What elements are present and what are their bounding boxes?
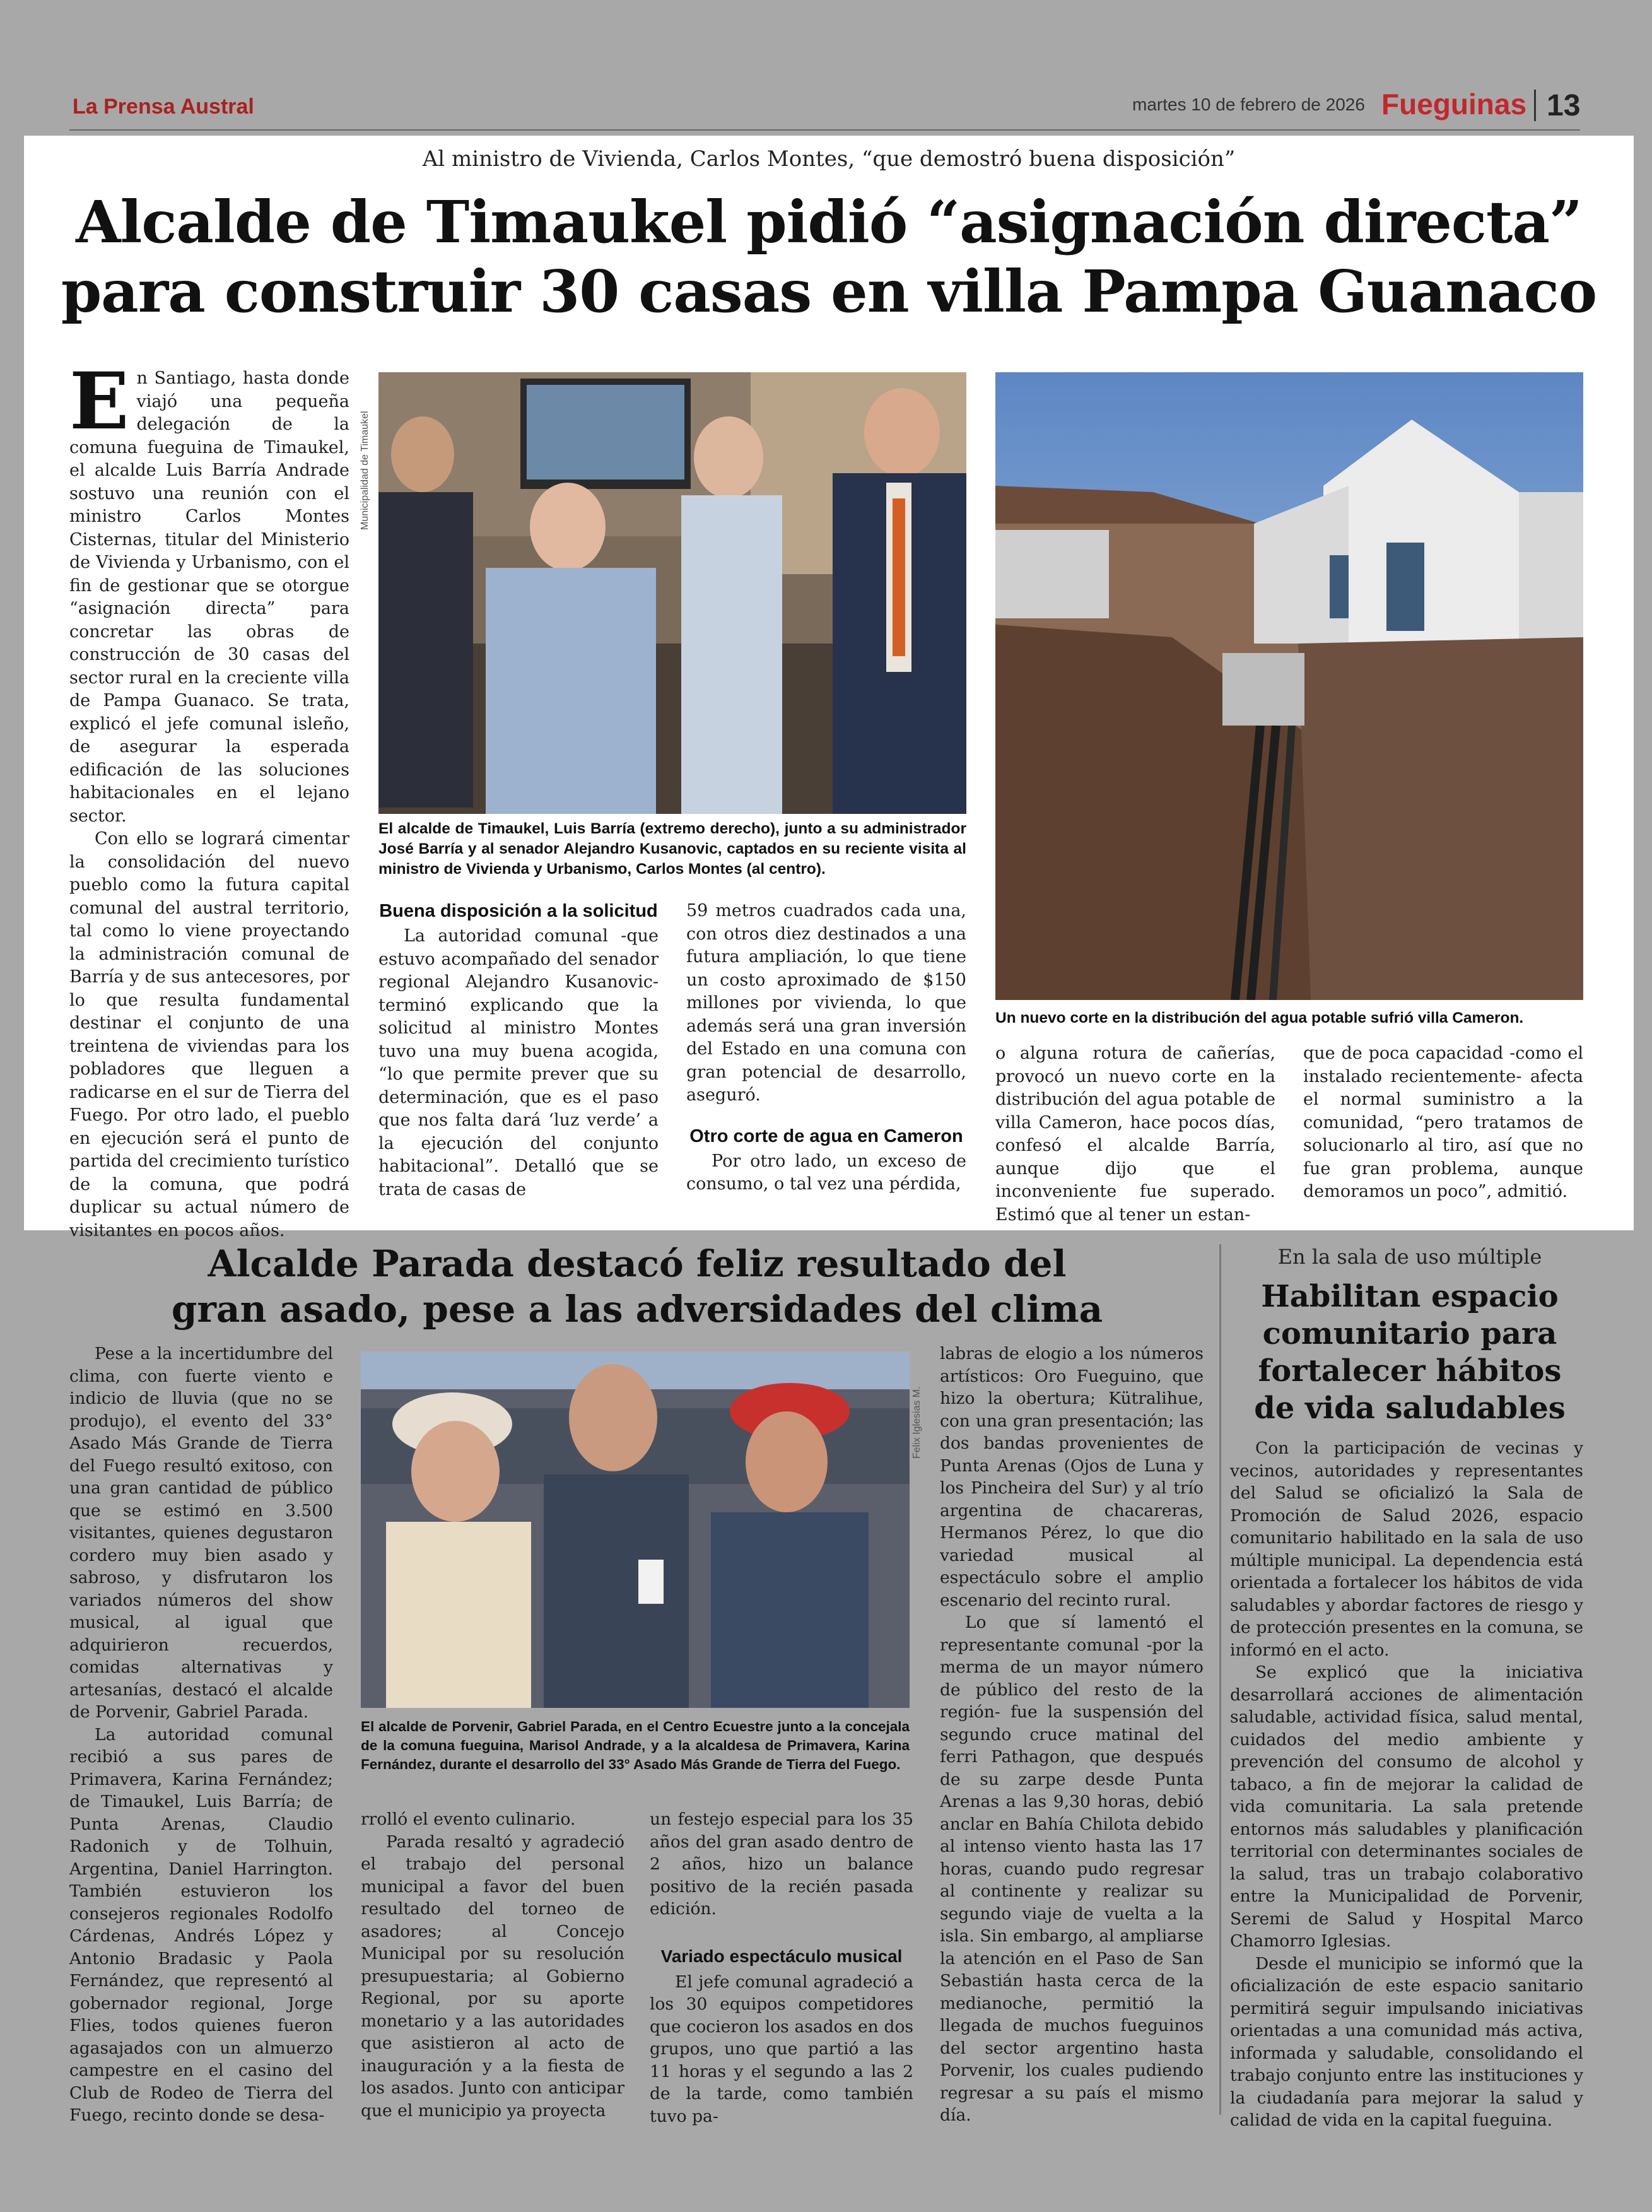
main-paragraph: Por otro lado, un exceso de consumo, o tal vez una pérdida, xyxy=(686,1151,966,1194)
main-paragraph: n Santiago, hasta donde viajó una pequeña delegación de la comuna fueguina de Timaukel, el alcalde Luis Barría Andrade sostuvo una reunión con el ministro Carlos Montes Cisternas, titular del Ministerio de Vivienda y Urbanismo, con el fin de gestionar que se otorgue “asignación directa” para concretar las obras de construcción de 30 casas del sector rural en la creciente villa de Pampa Guanaco. Se trata, explicó el jefe comunal isleño, de asegurar la esperada edificación de las soluciones habitacionales en el lejano sector. xyxy=(69,368,349,826)
main-paragraph: 59 metros cuadrados cada una, con otros diez destinados a una futura ampliación, lo que tiene un costo aproximado de $150 millones por vivienda, lo que además será una gran inversión del Estado en una comuna con gran potencial de desarrollo, aseguró. xyxy=(686,901,966,1105)
photo-credit: Felix Iglesias M. xyxy=(911,1386,922,1459)
photo-caption: El alcalde de Timaukel, Luis Barría (extremo derecho), junto a su administrador José Barría y al senador Alejandro Kusanovic, captados en su reciente visita al ministro de Vivienda y Urbanismo, Carlos Montes (al centro). xyxy=(378,820,966,878)
issue-date: martes 10 de febrero de 2026 xyxy=(1132,95,1365,114)
section-name: Fueguinas xyxy=(1381,88,1527,121)
main-paragraph: Con ello se logrará cimentar la consolidación del nuevo pueblo como la futura capital comunal del austral territorio, tal como lo viene proyectando la administración comunal de Barría y de sus antecesores, por lo que resulta fundamental destinar el conjunto de una treintena de viviendas para los pobladores que lleguen a radicarse en el sur de Tierra del Fuego. Por otro lado, el pueblo en ejecución será el punto de partida del crecimiento turístico de la comuna, que podrá duplicar su actual número de visitantes en pocos años. xyxy=(69,829,349,1240)
asado-paragraph: rrolló el evento culinario. xyxy=(361,1809,576,1829)
dropcap: E xyxy=(69,356,129,447)
asado-paragraph: un festejo especial para los 35 años del gran asado dentro de 2 años, hizo un balance positivo de la recién pasada edición. xyxy=(650,1809,913,1919)
water-pipes-photo xyxy=(995,372,1583,1000)
main-column-2 xyxy=(378,900,659,1201)
asado-paragraph: El jefe comunal agradeció a los 30 equipos competidores que cocieron los asados en dos grupos, uno que partió a las 11 horas y el segundo a las 2 de la tarde, como también tuvo pa- xyxy=(650,1972,913,2126)
salud-paragraph: Se explicó que la iniciativa desarrollará acciones de alimentación saludable, actividad física, salud mental, cuidados del medio ambiente y prevención del consumo de alcohol y tabaco, a fin de mejorar la calidad de vida comunitaria. La sala pretende entornos más saludables y planificación territorial con determinantes sociales de la salud, tras un trabajo colaborativo entre la Municipalidad de Porvenir, Seremi de Salud y Hospital Marco Chamorro Iglesias. xyxy=(1230,1662,1583,1951)
asado-photo xyxy=(361,1351,910,1708)
salud-headline-line: fortalecer hábitos xyxy=(1258,1353,1562,1389)
asado-column-1 xyxy=(69,1343,333,2127)
main-column-4 xyxy=(995,1042,1275,1227)
main-headline-line1: Alcalde de Timaukel pidió “asignación directa” xyxy=(76,188,1582,256)
main-paragraph: o alguna rotura de cañerías, provocó un nuevo corte en la distribución del agua potable de villa Cameron, hace pocos días, confesó el alcalde Barría, aunque dijo que el inconveniente fue superado. Estimó que al tener un estan- xyxy=(995,1044,1275,1225)
salud-headline xyxy=(1230,1278,1590,1427)
header-rule xyxy=(69,129,1580,131)
asado-paragraph: labras de elogio a los números artísticos: Oro Fueguino, que hizo la obertura; Kütralihue, con una gran presentación; las dos bandas provenientes de Punta Arenas (Ojos de Luna y los Pincheira del Sur) y al trío argentina de chacareras, Hermanos Pérez, lo que dio variedad musical al espectáculo sobre el amplio escenario del recinto rural. xyxy=(940,1344,1204,1610)
asado-column-2 xyxy=(361,1808,624,2122)
main-paragraph: que de poca capacidad -como el instalado recientemente- afecta el normal suministro a la comunidad, “pero tratamos de solucionarlo al tiro, así que no fue gran problema, aunque demoramos un poco”, admitió. xyxy=(1303,1044,1583,1201)
main-column-5 xyxy=(1303,1042,1583,1204)
subhead: Buena disposición a la solicitud xyxy=(379,901,658,921)
salud-headline-line: de vida saludables xyxy=(1254,1391,1566,1426)
photo-caption: Un nuevo corte en la distribución del agua potable sufrió villa Cameron. xyxy=(995,1009,1524,1027)
column-divider xyxy=(1219,1244,1221,2115)
main-paragraph: La autoridad comunal -que estuvo acompañado del senador regional Alejandro Kusanovic- terminó explicando que la solicitud al ministro Montes tuvo una muy buena acogida, “lo que permite prever que su determinación, que es el paso que nos falta dará ‘luz verde’ a la ejecución del conjunto habitacional”. Detalló que se trata de casas de xyxy=(378,926,659,1199)
asado-column-3 xyxy=(650,1808,913,2127)
asado-paragraph: Parada resaltó y agradeció el trabajo del personal municipal a favor del buen resultado del torneo de asadores; al Concejo Municipal por su resolución presupuestaria; al Gobierno Regional, por su aporte monetario y a las autoridades que asistieron al acto de inauguración y a la fiesta de los asados. Junto con anticipar que el municipio ya proyecta xyxy=(361,1832,624,2121)
asado-column-4 xyxy=(940,1343,1204,2127)
asado-headline-line2: gran asado, pese a las adversidades del clima xyxy=(171,1288,1103,1331)
subhead: Otro corte de agua en Cameron xyxy=(689,1126,963,1146)
newspaper-name: La Prensa Austral xyxy=(73,95,254,119)
subhead: Variado espectáculo musical xyxy=(660,1946,903,1966)
salud-body xyxy=(1230,1437,1583,2132)
salud-headline-line: comunitario para xyxy=(1262,1316,1557,1351)
main-column-1 xyxy=(69,356,349,1242)
photo-credit: Municipalidad de Timaukel xyxy=(360,411,370,530)
asado-headline-line1: Alcalde Parada destacó feliz resultado del xyxy=(208,1242,1067,1285)
page-number: 13 xyxy=(1547,89,1581,122)
asado-paragraph: Lo que sí lamentó el representante comunal -por la merma de un mayor número de público del resto de la región- fue la suspensión del segundo cruce matinal del ferri Pathagon, que después de su zarpe desde Punta Arenas a las 9,30 horas, debió anclar en Bahía Chilota debido al intenso viento hasta las 17 horas, cuando pudo regresar al continente y realizar su segundo viaje de vuelta a la isla. Sin embargo, al ampliarse la atención en el Paso de San Sebastián hasta cerca de la medianoche, permitió la llegada de muchos fueguinos del sector argentino hasta Porvenir, los cuales pudiendo regresar a su país el mismo día. xyxy=(940,1613,1204,2125)
photo-caption: El alcalde de Porvenir, Gabriel Parada, en el Centro Ecuestre junto a la concejala de la comuna fueguina, Marisol Andrade, y a la alcaldesa de Primavera, Karina Fernández, durante el desarrollo del 33° Asado Más Grande de Tierra del Fuego. xyxy=(361,1719,910,1772)
asado-paragraph: La autoridad comunal recibió a sus pares de Primavera, Karina Fernández; de Timaukel, Luis Barría; de Punta Arenas, Claudio Radonich y de Tolhuin, Argentina, Daniel Harrington. También estuvieron los consejeros regionales Rodolfo Cárdenas, Andrés López y Antonio Bradasic y Paola Fernández, que representó al gobernador regional, Jorge Flies, todos quienes fueron agasajados con un almuerzo campestre en el casino del Club de Rodeo de Tierra del Fuego, recinto donde se desa- xyxy=(69,1724,333,2125)
asado-paragraph: Pese a la incertidumbre del clima, con fuerte viento e indicio de lluvia (que no se produjo), el evento del 33° Asado Más Grande de Tierra del Fuego resultó exitoso, con una gran cantidad de público que se estimó en 3.500 visitantes, quienes degustaron cordero muy bien asado y sabroso, y disfrutaron los variados números del show musical, al igual que adquirieron recuerdos, comidas alternativas y artesanías, destacó el alcalde de Porvenir, Gabriel Parada. xyxy=(69,1344,333,1722)
main-kicker: Al ministro de Vivienda, Carlos Montes, “que demostró buena disposición” xyxy=(422,146,1236,172)
header-separator xyxy=(1534,90,1536,121)
main-column-3 xyxy=(686,900,966,1196)
salud-kicker: En la sala de uso múltiple xyxy=(1277,1245,1542,1269)
salud-paragraph: Desde el municipio se informó que la oficialización de este espacio sanitario permitirá seguir impulsando iniciativas orientadas a una comunidad más activa, informada y saludable, consolidando el trabajo conjunto entre las instituciones y la ciudadanía para mejorar la salud y calidad de vida en la capital fueguina. xyxy=(1230,1953,1583,2130)
main-headline-line2: para construir 30 casas en villa Pampa Guanaco xyxy=(61,257,1597,326)
salud-paragraph: Con la participación de vecinas y vecinos, autoridades y representantes del Salud se oficializó la Sala de Promoción de Salud 2026, espacio comunitario habilitado en la sala de uso múltiple municipal. La dependencia está orientada a fortalecer los hábitos de vida saludables y abordar factores de riesgo y de protección presentes en la comuna, se informó en el acto. xyxy=(1230,1438,1583,1660)
salud-headline-line: Habilitan espacio xyxy=(1261,1279,1559,1314)
meeting-photo xyxy=(378,372,966,814)
